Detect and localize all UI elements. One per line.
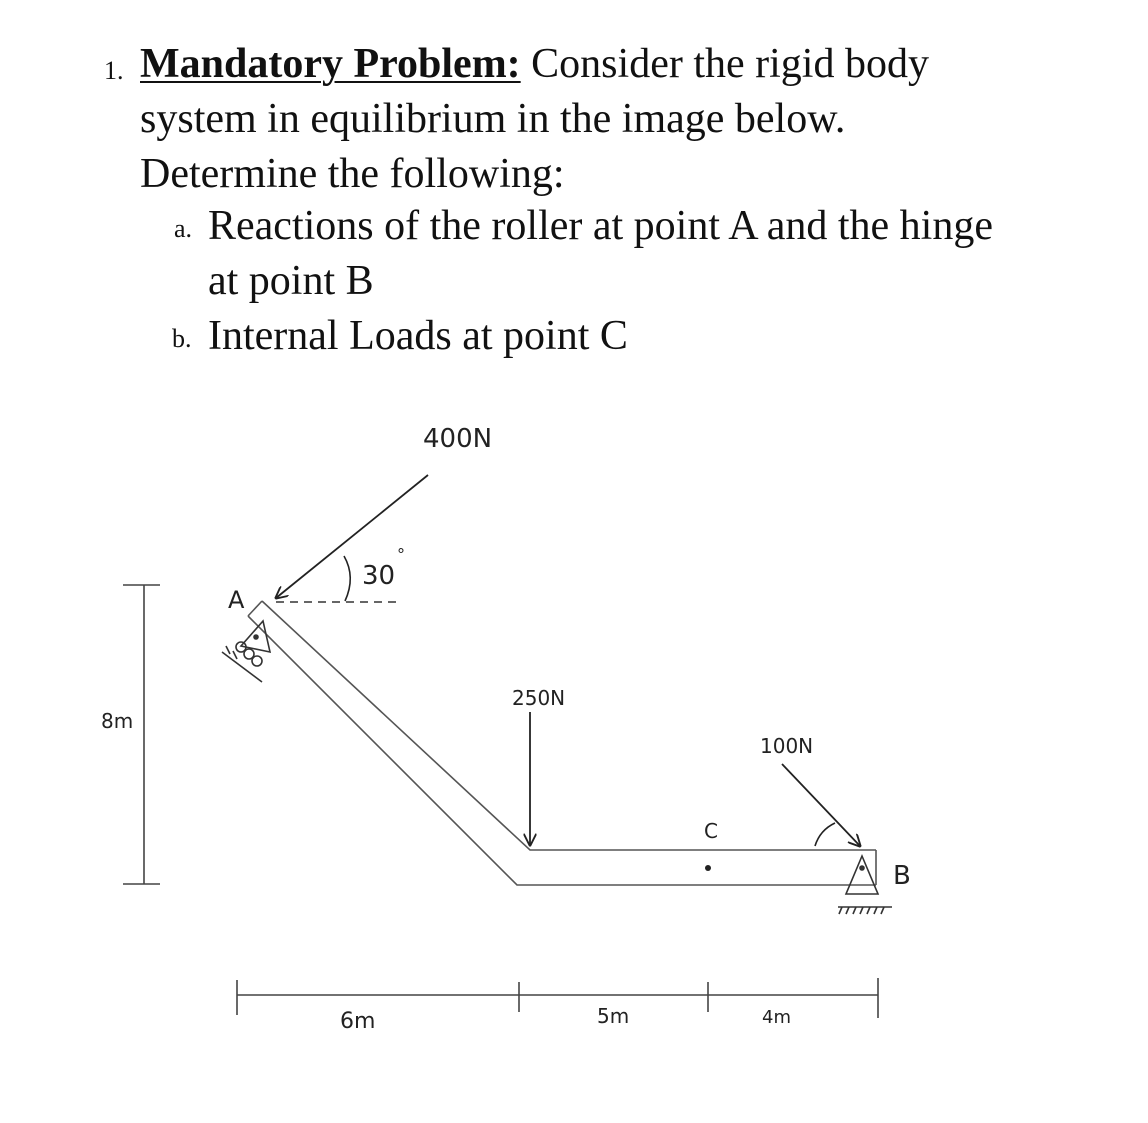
degree-symbol: ° (397, 545, 405, 564)
label-b: B (893, 861, 911, 891)
label-a: A (228, 586, 245, 614)
angle-30-label: 30 (362, 561, 396, 591)
dim-4-label: 4m (762, 1007, 791, 1028)
height-label: 8m (101, 709, 134, 733)
label-c: C (704, 819, 718, 843)
problem-line-1-rest: Consider the rigid body (520, 41, 929, 87)
dim-5-label: 5m (597, 1004, 630, 1028)
item-b-marker: b. (172, 324, 192, 353)
problem-line-2: system in equilibrium in the image below. (140, 96, 846, 142)
beam-end-a (248, 601, 262, 616)
item-a-line-1: Reactions of the roller at point A and the hinge (208, 203, 993, 249)
force-100-label: 100N (760, 734, 814, 758)
item-a-line-2: at point B (208, 258, 374, 304)
problem-number: 1. (104, 56, 124, 85)
dim-6-label: 6m (340, 1009, 376, 1034)
problem-line-3: Determine the following: (140, 151, 565, 197)
angle-arc-100 (815, 823, 835, 846)
beam-top-edge (262, 601, 876, 850)
point-c-marker (705, 865, 711, 871)
item-a-marker: a. (174, 214, 193, 243)
angle-arc-30 (344, 556, 350, 601)
force-400-label: 400N (423, 424, 493, 454)
roller-wheel (252, 656, 262, 666)
force-400-arrow (276, 475, 428, 598)
hinge-triangle (846, 856, 878, 894)
force-250-label: 250N (512, 686, 566, 710)
height-dimension (123, 585, 160, 884)
item-b-line-1: Internal Loads at point C (208, 313, 628, 359)
problem-heading: Mandatory Problem: (140, 41, 521, 87)
